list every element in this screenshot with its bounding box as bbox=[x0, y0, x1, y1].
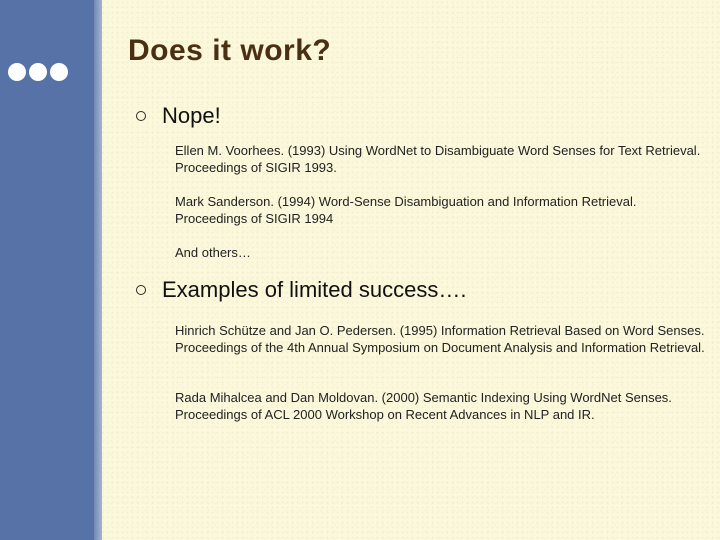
reference-text: Rada Mihalcea and Dan Moldovan. (2000) Semantic Indexing Using WordNet Senses. Proceedings of ACL 2000 Workshop on Recent Advances in NLP and IR. bbox=[175, 390, 672, 422]
reference-text: Ellen M. Voorhees. (1993) Using WordNet to Disambiguate Word Senses for Text Retrieval. Proceedings of SIGIR 1993. bbox=[175, 143, 701, 175]
slide-title: Does it work? bbox=[128, 34, 332, 67]
sidebar-edge bbox=[94, 0, 102, 540]
bullet-text: Examples of limited success…. bbox=[162, 277, 467, 302]
reference-text: Mark Sanderson. (1994) Word-Sense Disambiguation and Information Retrieval. Proceedings of SIGIR 1994 bbox=[175, 194, 637, 226]
reference-text: And others… bbox=[175, 245, 251, 260]
dot-icon bbox=[50, 63, 68, 81]
bullet-text: Nope! bbox=[162, 103, 221, 128]
bullet-item bbox=[136, 277, 466, 303]
dot-icon bbox=[29, 63, 47, 81]
reference-text: Hinrich Schütze and Jan O. Pedersen. (1995) Information Retrieval Based on Word Senses. Proceedings of the 4th Annual Symposium on Document Analysis and Information Retrieval. bbox=[175, 323, 705, 355]
circle-bullet-icon bbox=[136, 111, 146, 121]
dot-icon bbox=[8, 63, 26, 81]
bullet-item bbox=[136, 103, 221, 129]
sidebar-band bbox=[0, 0, 94, 540]
circle-bullet-icon bbox=[136, 285, 146, 295]
decorative-dots bbox=[8, 63, 68, 81]
